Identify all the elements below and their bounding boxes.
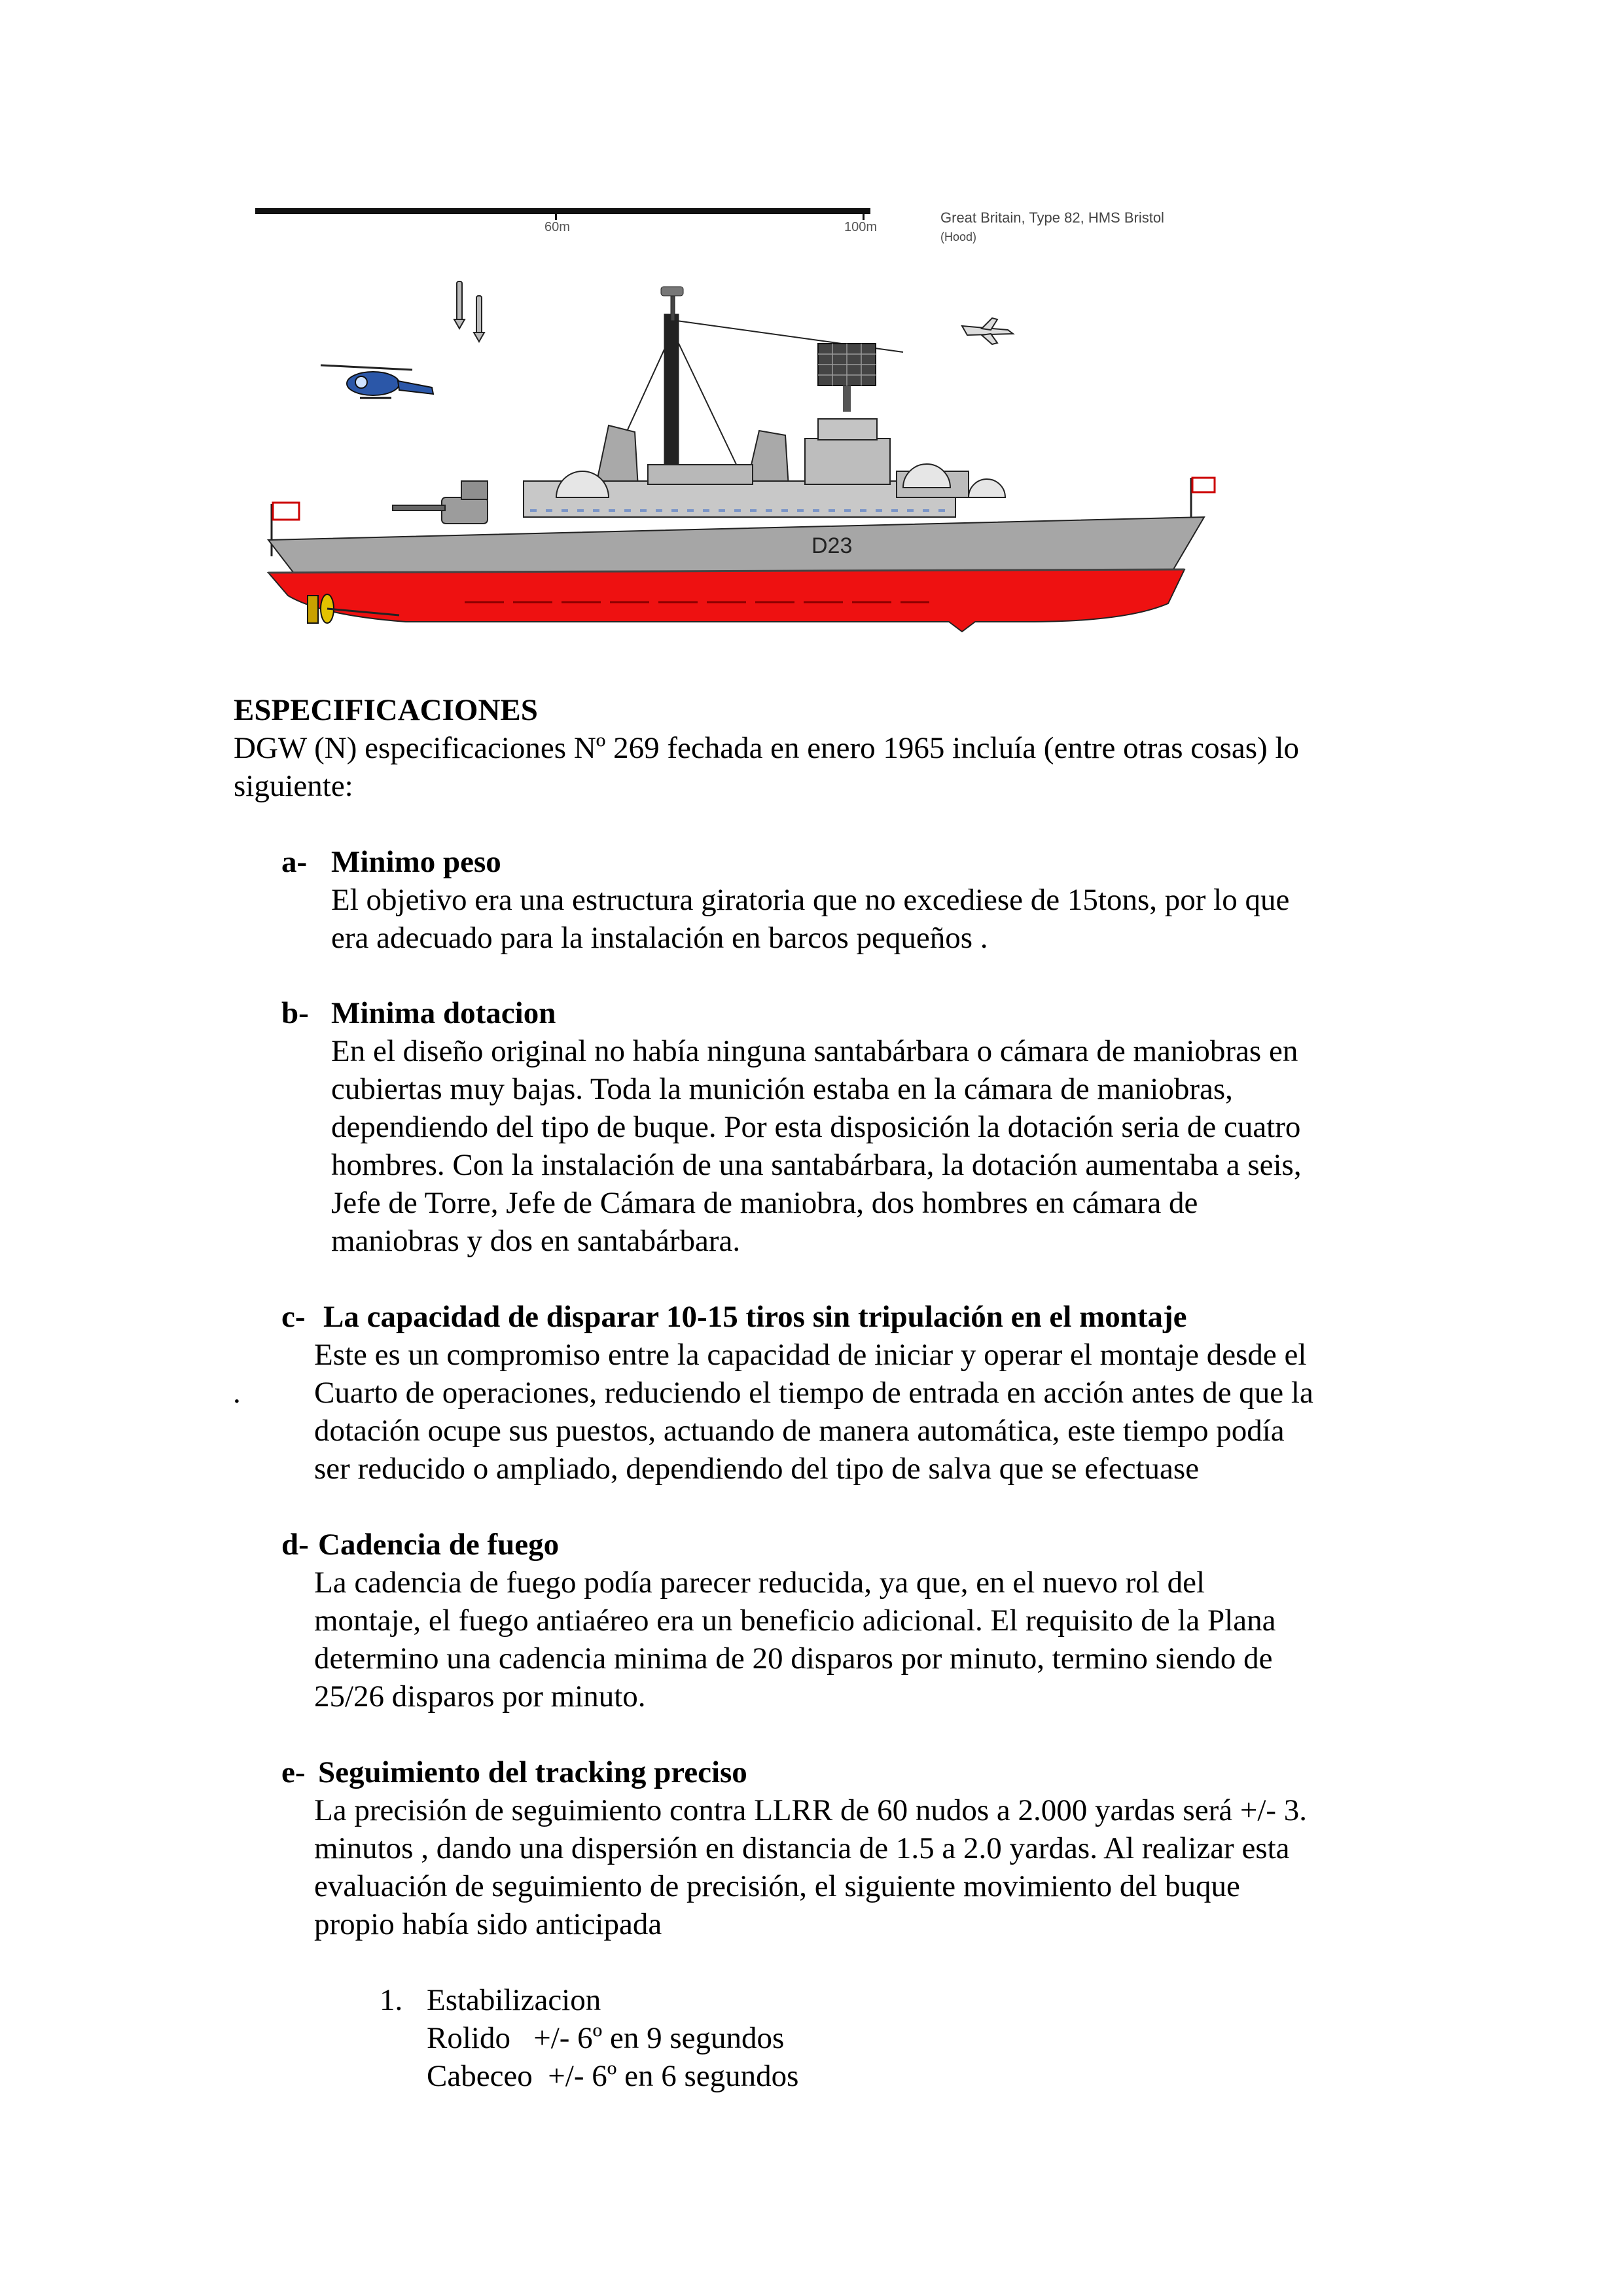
- radar-antenna: [818, 344, 876, 412]
- scale-label-end: 100m: [844, 220, 878, 234]
- item-c-line: Cuarto de operaciones, reduciendo el tiempo de entrada en acción antes de que la: [314, 1376, 1313, 1410]
- item-b-line: maniobras y dos en santabárbara.: [331, 1224, 741, 1258]
- item-e-heading: Seguimiento del tracking preciso: [318, 1755, 747, 1789]
- figure-caption: Great Britain, Type 82, HMS Bristol: [940, 209, 1164, 226]
- intro-line-1: DGW (N) especificaciones Nº 269 fechada en enero 1965 incluía (entre otras cosas) lo: [234, 731, 1300, 765]
- section-title: ESPECIFICACIONES: [234, 693, 538, 727]
- item-a-marker: a-: [281, 845, 308, 879]
- list-heading: Estabilizacion: [427, 1983, 601, 2017]
- item-d-line: La cadencia de fuego podía parecer reducida, ya que, en el nuevo rol del: [314, 1566, 1205, 1600]
- missile-icon: [454, 281, 484, 342]
- item-c-line: ser reducido o ampliado, dependiendo del tipo de salva que se efectuase: [314, 1452, 1200, 1486]
- item-e-line: evaluación de seguimiento de precisión, el siguiente movimiento del buque: [314, 1869, 1240, 1903]
- item-a-line: El objetivo era una estructura giratoria que no excediese de 15tons, por lo que: [331, 883, 1290, 917]
- item-d-line: montaje, el fuego antiaéreo era un beneficio adicional. El requisito de la Plana: [314, 1604, 1276, 1638]
- helicopter-icon: [321, 365, 433, 398]
- superstructure: [524, 419, 1005, 517]
- ship-drawing: [242, 190, 1224, 648]
- item-e-line: minutos , dando una dispersión en distancia de 1.5 a 2.0 yardas. Al realizar esta: [314, 1831, 1290, 1865]
- item-c-heading: La capacidad de disparar 10-15 tiros sin tripulación en el montaje: [323, 1300, 1187, 1334]
- item-a-line: era adecuado para la instalación en barcos pequeños .: [331, 921, 988, 955]
- item-b-marker: b-: [281, 996, 309, 1030]
- intro-line-2: siguiente:: [234, 769, 353, 803]
- item-d-heading: Cadencia de fuego: [318, 1528, 560, 1562]
- item-d-line: 25/26 disparos por minuto.: [314, 1679, 646, 1713]
- item-c-marker: c-: [281, 1300, 306, 1334]
- item-d-marker: d-: [281, 1528, 309, 1562]
- stray-dot: .: [233, 1376, 241, 1410]
- hull-number: D23: [812, 533, 853, 558]
- item-b-line: hombres. Con la instalación de una santabárbara, la dotación aumentaba a seis,: [331, 1148, 1302, 1182]
- list-number: 1.: [380, 1983, 403, 2017]
- item-a-heading: Minimo peso: [331, 845, 501, 879]
- gun-turret: [393, 481, 488, 524]
- item-c-line: dotación ocupe sus puestos, actuando de manera automática, este tiempo podía: [314, 1414, 1285, 1448]
- item-d-line: determino una cadencia minima de 20 disparos por minuto, termino siendo de: [314, 1641, 1273, 1676]
- item-b-line: cubiertas muy bajas. Toda la munición estaba en la cámara de maniobras,: [331, 1072, 1233, 1106]
- item-e-line: La precisión de seguimiento contra LLRR de 60 nudos a 2.000 yardas será +/- 3.: [314, 1793, 1308, 1827]
- list-line: Rolido +/- 6º en 9 segundos: [427, 2021, 785, 2055]
- aircraft-icon: [962, 318, 1013, 344]
- list-line: Cabeceo +/- 6º en 6 segundos: [427, 2059, 799, 2093]
- hull: [268, 517, 1204, 632]
- item-c-line: Este es un compromiso entre la capacidad de iniciar y operar el montaje desde el: [314, 1338, 1307, 1372]
- item-b-line: Jefe de Torre, Jefe de Cámara de maniobra, dos hombres en cámara de: [331, 1186, 1198, 1220]
- item-b-line: dependiendo del tipo de buque. Por esta disposición la dotación seria de cuatro: [331, 1110, 1301, 1144]
- figure-caption-sub: (Hood): [940, 230, 977, 243]
- scale-label-mid: 60m: [544, 220, 570, 234]
- item-b-heading: Minima dotacion: [331, 996, 556, 1030]
- item-b-line: En el diseño original no había ninguna santabárbara o cámara de maniobras en: [331, 1034, 1298, 1068]
- item-e-line: propio había sido anticipada: [314, 1907, 662, 1941]
- item-e-marker: e-: [281, 1755, 306, 1789]
